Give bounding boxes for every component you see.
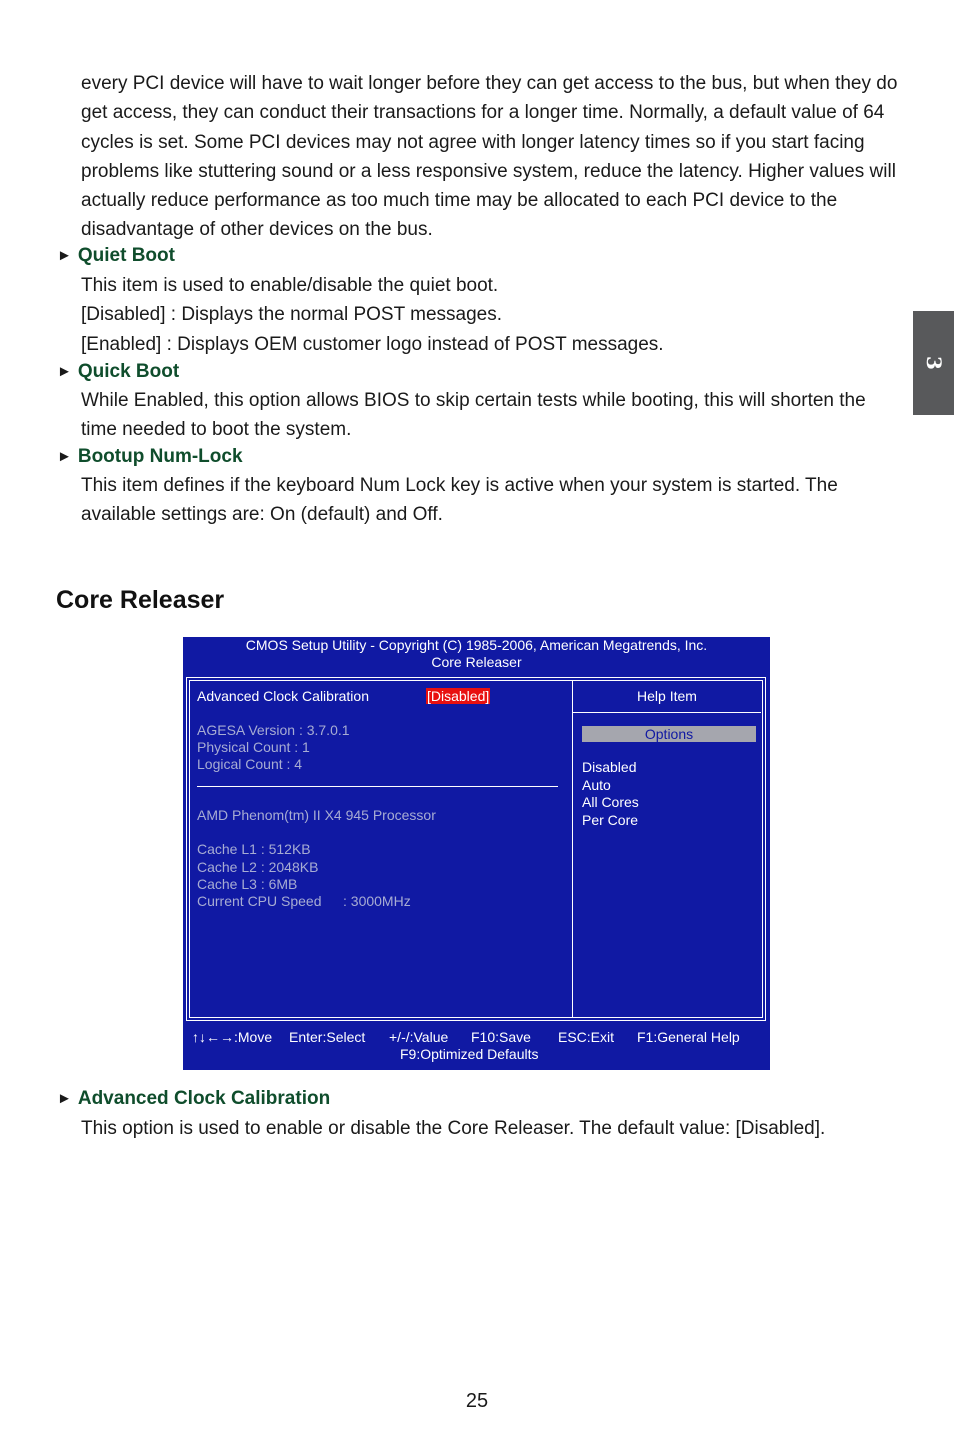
bios-physical-count: Physical Count : 1 — [197, 739, 310, 755]
bios-logical-count: Logical Count : 4 — [197, 756, 303, 772]
bios-processor: AMD Phenom(tm) II X4 945 Processor — [197, 807, 436, 823]
bios-divider-right — [573, 712, 761, 713]
page-number: 25 — [465, 1390, 489, 1412]
bios-cache-l2: Cache L2 : 2048KB — [197, 859, 319, 875]
bios-footer-save: F10:Save — [471, 1029, 531, 1045]
chapter-number: 3 — [921, 356, 946, 370]
bios-header-line2: Core Releaser — [431, 654, 522, 670]
bootup-numlock-heading — [57, 445, 243, 470]
bios-help-title: Help Item — [637, 688, 697, 704]
bios-footer-exit: ESC:Exit — [558, 1029, 615, 1045]
intro-paragraph: every PCI device will have to wait longer before they can get access to the bus, but when they do get access, they can conduct their transactions for a longer time. Normally, a default value of 64 cycles is set. Some PCI devices may not agree with longer latency times so if you start facing problems like stuttering sound or a less responsive system, reduce the latency. Higher values will actually reduce performance as too much time may be allocated to each PCI device to the disadvantage of other devices on the bus. — [81, 73, 898, 241]
bullet-arrow-icon: ► — [57, 448, 72, 465]
section-title: Core Releaser — [56, 586, 225, 614]
bios-divider-vertical — [572, 680, 573, 1017]
bullet-arrow-icon: ► — [57, 247, 72, 264]
acc-heading — [57, 1087, 330, 1112]
bios-cache-l1: Cache L1 : 512KB — [197, 841, 311, 857]
bios-footer-help: F1:General Help — [637, 1029, 740, 1045]
bios-cpu-speed-value: : 3000MHz — [343, 893, 411, 909]
chapter-tab — [913, 311, 954, 415]
bullet-arrow-icon: ► — [57, 363, 72, 380]
bios-footer-defaults: F9:Optimized Defaults — [400, 1046, 539, 1062]
quiet-boot-line3: [Enabled] : Displays OEM customer logo instead of POST messages. — [81, 334, 664, 355]
quick-boot-heading — [57, 360, 179, 385]
bootup-numlock-heading-text: Bootup Num-Lock — [77, 446, 243, 467]
bios-agesa-version: AGESA Version : 3.7.0.1 — [197, 722, 350, 738]
bootup-numlock-body: This item defines if the keyboard Num Lock key is active when your system is started. The available settings are: On (default) and Off. — [81, 475, 838, 526]
bios-screen — [183, 637, 770, 1070]
bios-footer-move: ↑↓←→:Move — [192, 1029, 273, 1045]
bios-item-value[interactable]: [Disabled] — [427, 688, 490, 704]
bios-cpu-speed-label: Current CPU Speed — [197, 893, 322, 909]
bios-options-bar: Options — [582, 726, 756, 742]
bios-footer-select: Enter:Select — [289, 1029, 366, 1045]
bullet-arrow-icon: ► — [57, 1090, 72, 1107]
bios-header-line1: CMOS Setup Utility - Copyright (C) 1985-2006, American Megatrends, Inc. — [245, 637, 708, 653]
acc-body: This option is used to enable or disable the Core Releaser. The default value: [Disabled]. — [81, 1118, 826, 1139]
quiet-boot-heading-text: Quiet Boot — [77, 245, 175, 266]
quiet-boot-line1: This item is used to enable/disable the quiet boot. — [81, 275, 499, 296]
quick-boot-body: While Enabled, this option allows BIOS to skip certain tests while booting, this will shorten the time needed to boot the system. — [81, 390, 866, 441]
quiet-boot-heading — [57, 244, 175, 269]
bios-option-disabled[interactable]: Disabled — [582, 759, 637, 775]
bios-divider-left — [197, 786, 558, 787]
bios-item-advanced-clock-calibration[interactable]: Advanced Clock Calibration — [197, 688, 369, 704]
quick-boot-heading-text: Quick Boot — [77, 361, 180, 382]
acc-heading-text: Advanced Clock Calibration — [77, 1088, 331, 1109]
bios-option-auto[interactable]: Auto — [582, 777, 611, 793]
bios-cache-l3: Cache L3 : 6MB — [197, 876, 298, 892]
quiet-boot-line2: [Disabled] : Displays the normal POST messages. — [81, 304, 502, 325]
bios-footer-value: +/-/:Value — [389, 1029, 449, 1045]
bios-option-all-cores[interactable]: All Cores — [582, 794, 639, 810]
bios-option-per-core[interactable]: Per Core — [582, 812, 639, 828]
